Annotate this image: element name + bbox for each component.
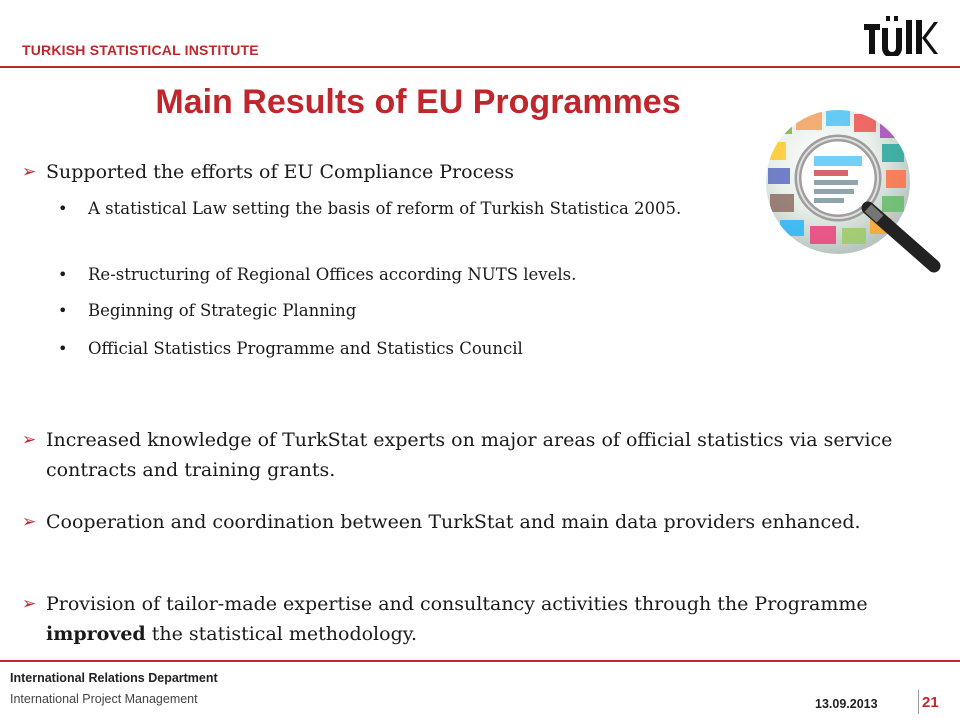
page-number: 21 xyxy=(922,694,939,711)
footer-unit: International Project Management xyxy=(10,692,198,706)
sub-bullet-text: Re-structuring of Regional Offices according NUTS levels. xyxy=(88,265,577,284)
sub-bullet-regional-offices xyxy=(58,262,752,288)
header-rule xyxy=(0,66,960,68)
dot-bullet-icon: • xyxy=(58,301,68,320)
bullet-text: Supported the efforts of EU Compliance Process xyxy=(46,161,514,183)
sub-bullet-strategic-planning xyxy=(58,298,752,324)
arrow-bullet-icon: ➢ xyxy=(22,162,37,182)
dot-bullet-icon: • xyxy=(58,339,68,358)
footer-rule xyxy=(0,660,960,662)
arrow-bullet-icon: ➢ xyxy=(22,512,37,532)
bullet-bold-word: improved xyxy=(46,623,146,645)
magnifying-glass-globe-image xyxy=(754,98,950,280)
bullet-text: Increased knowledge of TurkStat experts on major areas of official statistics via service contracts and training grants. xyxy=(46,429,893,481)
bullet-text xyxy=(46,589,922,649)
tuik-logo xyxy=(864,14,938,56)
bullet-expertise-provision xyxy=(22,589,922,649)
slide-title: Main Results of EU Programmes xyxy=(155,83,681,121)
bullet-text: Cooperation and coordination between TurkStat and main data providers enhanced. xyxy=(46,511,861,533)
bullet-eu-compliance xyxy=(22,157,514,187)
bullet-cooperation xyxy=(22,507,922,537)
arrow-bullet-icon: ➢ xyxy=(22,594,37,614)
sub-bullet-statistics-programme xyxy=(58,336,752,362)
bullet-text-part: the statistical methodology. xyxy=(145,623,417,645)
dot-bullet-icon: • xyxy=(58,199,68,218)
bullet-text-part: Provision of tailor-made expertise and consultancy activities through the Programme xyxy=(46,593,868,615)
page-number-divider xyxy=(918,690,919,714)
arrow-bullet-icon: ➢ xyxy=(22,430,37,450)
sub-bullet-statistical-law xyxy=(58,196,752,222)
bullet-increased-knowledge xyxy=(22,425,922,485)
footer-department: International Relations Department xyxy=(10,671,218,685)
dot-bullet-icon: • xyxy=(58,265,68,284)
footer-date: 13.09.2013 xyxy=(815,697,878,711)
sub-bullet-text: A statistical Law setting the basis of reform of Turkish Statistica 2005. xyxy=(88,199,682,218)
header-organization: TURKISH STATISTICAL INSTITUTE xyxy=(22,42,259,58)
sub-bullet-text: Beginning of Strategic Planning xyxy=(88,301,357,320)
sub-bullet-text: Official Statistics Programme and Statistics Council xyxy=(88,339,523,358)
